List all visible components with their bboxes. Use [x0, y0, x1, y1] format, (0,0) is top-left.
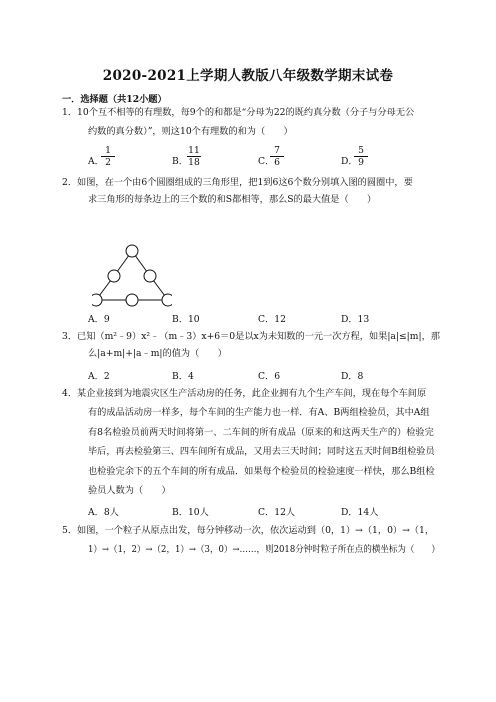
q3-option-d: D．8 [341, 371, 364, 382]
q1-option-b-fraction [186, 145, 202, 168]
q4-text-line-2: 有的成品活动房一样多，每个车间的生产能力也一样．有A、B两组检验员，其中A组 [88, 407, 430, 418]
q3-text-line-2: 么|a+m|+|a﹣m|的值为（ ） [88, 348, 227, 359]
section-heading: 一．选择题（共12小题） [62, 94, 167, 105]
q1-option-a-denominator: 2 [105, 157, 111, 168]
q5-text-line-1: 5．如图，一个粒子从原点出发，每分钟移动一次，依次运动到（0，1）→（1，0）→（1， [62, 525, 435, 536]
triangle-circle-bottom-right [162, 294, 172, 306]
q3-option-b: B．4 [172, 371, 194, 382]
q1-option-a-numerator: 1 [105, 145, 111, 156]
q1-option-d-label: D． [341, 156, 358, 167]
q4-option-d: D．14人 [341, 507, 379, 518]
q4-option-a: A．8人 [88, 507, 119, 518]
q1-option-b-denominator: 18 [188, 157, 200, 168]
q1-option-d-numerator: 5 [358, 145, 364, 156]
triangle-circle-bottom-middle [126, 294, 138, 306]
q1-option-c-fraction [269, 145, 285, 168]
q3-text-line-1: 3．已知（m²﹣9）x²﹣（m﹣3）x+6＝0是以x为未知数的一元一次方程，如果|a|≤|m|，那 [62, 331, 440, 342]
q3-option-a: A．2 [88, 371, 110, 382]
q4-text-line-6: 验员人数为（ ） [88, 485, 171, 496]
q1-option-b-label: B． [172, 156, 188, 167]
q3-option-c: C．6 [258, 371, 281, 382]
exam-title: 2020-2021上学期人教版八年级数学期末试卷 [102, 68, 394, 84]
triangle-circle-left-middle [108, 270, 120, 282]
q1-text-line-1: 1．10个互不相等的有理数，每9个的和都是“分母为22的既约真分数（分子与分母无公 [62, 107, 415, 118]
triangle-circle-bottom-left [92, 294, 102, 306]
q1-option-d-denominator: 9 [358, 157, 364, 168]
q4-text-line-4: 毕后，再去检验第三、四车间所有成品，又用去三天时间；同时这五天时间B组检验员 [88, 446, 435, 457]
q2-option-d: D．13 [341, 314, 370, 325]
q1-option-a-fraction [100, 145, 116, 168]
q1-option-a-label: A． [88, 156, 104, 167]
q4-text-line-1: 4．某企业接到为地震灾区生产活动房的任务，此企业拥有九个生产车间，现在每个车间原 [62, 388, 427, 399]
q4-option-b: B．10人 [172, 507, 209, 518]
q1-option-b-numerator: 11 [188, 145, 200, 156]
q1-option-d-fraction [353, 145, 369, 168]
q5-text-line-2: 1）→（1，2）→（2，1）→（3，0）→……，则2018分钟时粒子所在点的横坐标为（ ） [88, 544, 440, 555]
q1-text-line-2: 约数的真分数）”，则这10个有理数的和为（ ） [88, 126, 293, 137]
q4-option-c: C．12人 [258, 507, 296, 518]
q1-option-c-numerator: 7 [274, 145, 280, 156]
q2-option-c: C．12 [258, 314, 286, 325]
triangle-circle-top [126, 245, 138, 257]
q2-text-line-2: 求三角形的每条边上的三个数的和S都相等，那么S的最大值是（ ） [88, 194, 377, 205]
q4-text-line-5: 也检验完余下的五个车间的所有成品．如果每个检验员的检验速度一样快，那么B组检 [88, 466, 435, 477]
triangle-circle-right-middle [144, 270, 156, 282]
q1-option-c-label: C． [258, 156, 275, 167]
q2-option-b: B．10 [172, 314, 200, 325]
q2-option-a: A．9 [88, 314, 110, 325]
q4-text-line-3: 有8名检验员前两天时间将第一、二车间的所有成品（原来的和这两天生产的）检验完 [88, 427, 434, 438]
circle-triangle-figure [92, 244, 172, 308]
q2-text-line-1: 2．如图，在一个由6个圆圈组成的三角形里，把1到6这6个数分别填入图的圆圈中，要 [62, 177, 413, 188]
q1-option-c-denominator: 6 [274, 157, 280, 168]
